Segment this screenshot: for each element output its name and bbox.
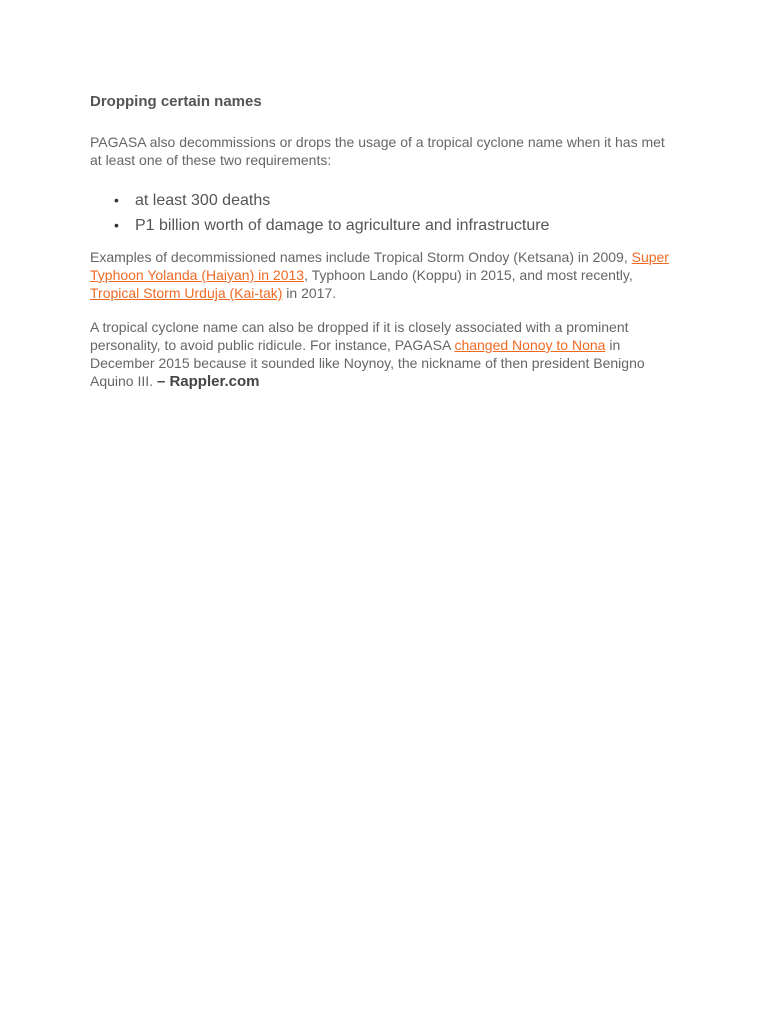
nonoy-nona-link[interactable]: changed Nonoy to Nona: [454, 337, 606, 353]
article-body: [90, 92, 680, 391]
requirement-text: P1 billion worth of damage to agriculture and infrastructure: [135, 217, 550, 234]
requirement-item: [90, 213, 680, 238]
intro-paragraph: PAGASA also decommissions or drops the usage of a tropical cyclone name when it has met at least one of these two requirements:: [90, 134, 665, 168]
examples-paragraph: [90, 248, 680, 302]
urduja-link[interactable]: Tropical Storm Urduja (Kai-tak): [90, 285, 283, 301]
bullet-icon: •: [114, 217, 119, 233]
examples-text: in 2017.: [282, 285, 337, 301]
requirements-list: [90, 188, 680, 238]
bullet-icon: •: [114, 192, 119, 208]
examples-text: Examples of decommissioned names include Tropical Storm Ondoy (Ketsana) in 2009,: [90, 249, 632, 265]
examples-text: , Typhoon Lando (Koppu) in 2015, and most recently,: [304, 267, 633, 283]
closing-text: A tropical cyclone name can also be dropped if it is closely associated with a prominent personality, to avoid public ridicule. For instance, PAGASA: [90, 319, 629, 353]
requirement-text: at least 300 deaths: [135, 192, 271, 209]
source-credit: – Rappler.com: [156, 373, 260, 390]
closing-paragraph: [90, 318, 680, 391]
yolanda-link[interactable]: Super Typhoon Yolanda (Haiyan) in 2013: [90, 249, 669, 283]
requirement-item: [90, 188, 680, 213]
closing-text: in December 2015 because it sounded like Noynoy, the nickname of then president Benigno Aquino III.: [90, 337, 645, 389]
section-heading: Dropping certain names: [90, 93, 262, 110]
